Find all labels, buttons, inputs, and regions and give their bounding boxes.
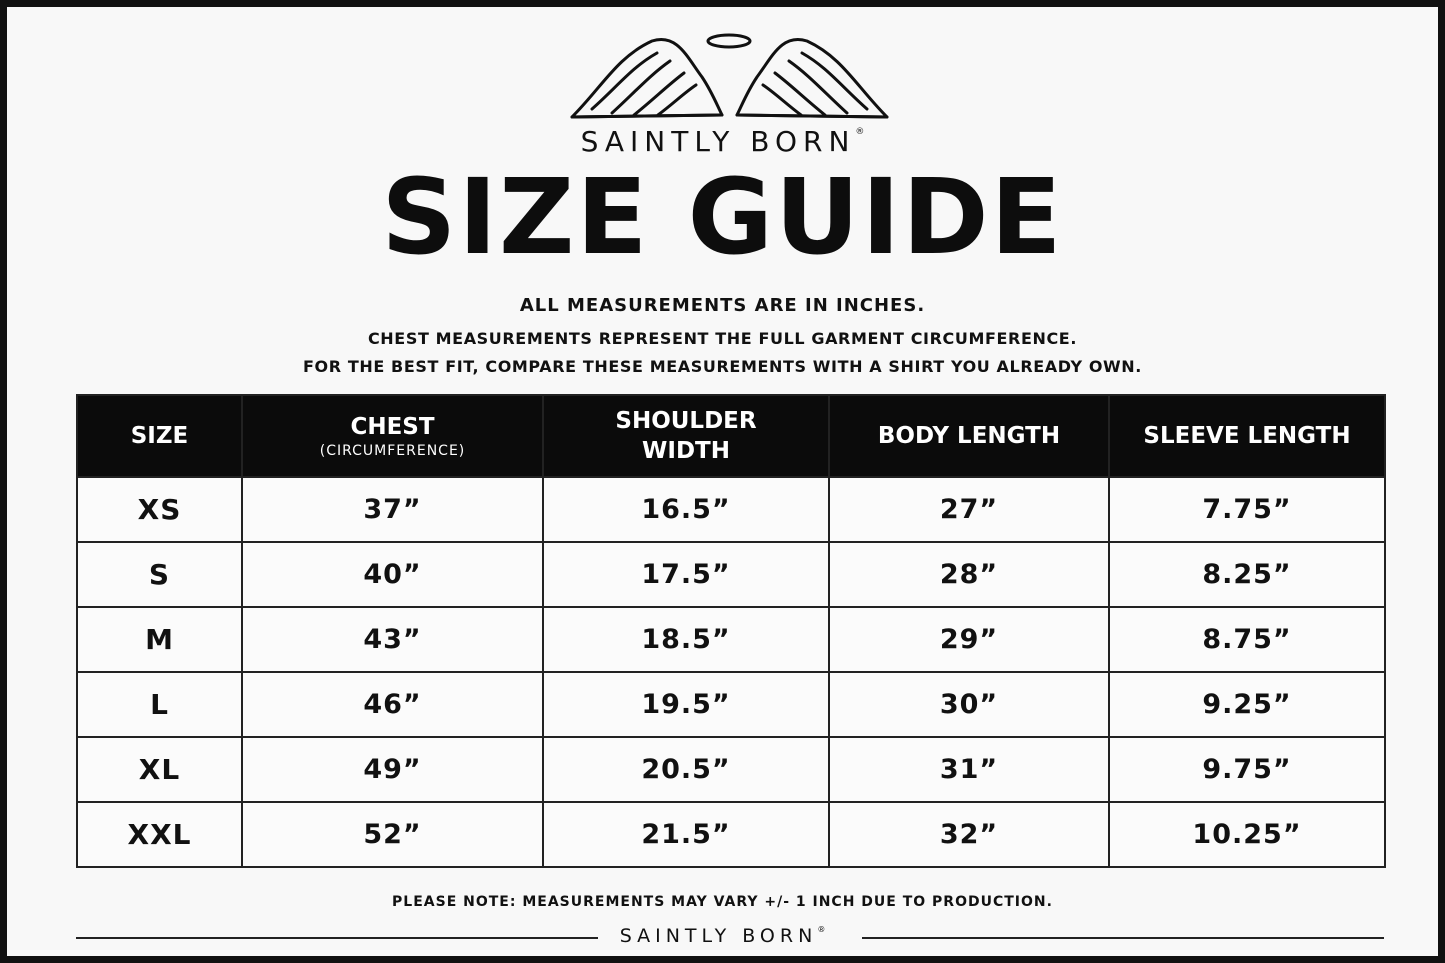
- cell-sleeve: 9.75”: [1109, 737, 1385, 802]
- footer-brand-text: SAINTLY BORN: [619, 925, 818, 947]
- cell-shoulder: 21.5”: [543, 802, 829, 867]
- header-chest: [242, 395, 543, 477]
- header-chest-label: CHEST: [350, 414, 435, 440]
- footer-brand: [7, 925, 1438, 947]
- cell-body: 31”: [829, 737, 1109, 802]
- page-title: SIZE GUIDE: [381, 156, 1064, 278]
- cell-sleeve: 9.25”: [1109, 672, 1385, 737]
- note-chest: CHEST MEASUREMENTS REPRESENT THE FULL GARMENT CIRCUMFERENCE.: [367, 329, 1078, 348]
- cell-chest: 52”: [242, 802, 543, 867]
- cell-sleeve: 10.25”: [1109, 802, 1385, 867]
- cell-size: S: [77, 542, 242, 607]
- cell-chest: 46”: [242, 672, 543, 737]
- header-size: SIZE: [77, 395, 242, 477]
- cell-body: 27”: [829, 477, 1109, 542]
- footer-reg-mark: ®: [817, 925, 826, 934]
- table-row: [77, 802, 1385, 867]
- cell-body: 32”: [829, 802, 1109, 867]
- cell-size: XS: [77, 477, 242, 542]
- header-shoulder-line2: WIDTH: [642, 438, 730, 464]
- header-chest-sub: (CIRCUMFERENCE): [319, 443, 466, 459]
- cell-shoulder: 19.5”: [543, 672, 829, 737]
- cell-chest: 49”: [242, 737, 543, 802]
- cell-size: L: [77, 672, 242, 737]
- cell-sleeve: 8.75”: [1109, 607, 1385, 672]
- brand-name-text: SAINTLY BORN: [580, 125, 856, 158]
- table-header-row: [77, 395, 1385, 477]
- header-shoulder-line1: SHOULDER: [615, 408, 757, 434]
- cell-chest: 40”: [242, 542, 543, 607]
- header-sleeve-length: SLEEVE LENGTH: [1109, 395, 1385, 477]
- cell-shoulder: 16.5”: [543, 477, 829, 542]
- table-row: [77, 737, 1385, 802]
- cell-body: 28”: [829, 542, 1109, 607]
- cell-shoulder: 20.5”: [543, 737, 829, 802]
- size-table: [76, 394, 1386, 868]
- cell-size: XXL: [77, 802, 242, 867]
- table-row: [77, 607, 1385, 672]
- brand-reg-mark: ®: [855, 127, 865, 137]
- cell-size: XL: [77, 737, 242, 802]
- angel-wings-halo-icon: [562, 27, 897, 127]
- production-footnote: PLEASE NOTE: MEASUREMENTS MAY VARY +/- 1 INCH DUE TO PRODUCTION.: [392, 894, 1053, 910]
- cell-chest: 37”: [242, 477, 543, 542]
- brand-name: [7, 125, 1438, 158]
- table-row: [77, 477, 1385, 542]
- cell-body: 29”: [829, 607, 1109, 672]
- cell-body: 30”: [829, 672, 1109, 737]
- table-row: [77, 672, 1385, 737]
- cell-shoulder: 17.5”: [543, 542, 829, 607]
- cell-chest: 43”: [242, 607, 543, 672]
- note-units: ALL MEASUREMENTS ARE IN INCHES.: [519, 295, 926, 316]
- cell-sleeve: 8.25”: [1109, 542, 1385, 607]
- table-row: [77, 542, 1385, 607]
- cell-size: M: [77, 607, 242, 672]
- note-best-fit: FOR THE BEST FIT, COMPARE THESE MEASUREMENTS WITH A SHIRT YOU ALREADY OWN.: [303, 357, 1142, 376]
- cell-sleeve: 7.75”: [1109, 477, 1385, 542]
- header-shoulder-width: [543, 395, 829, 477]
- cell-shoulder: 18.5”: [543, 607, 829, 672]
- header-body-length: BODY LENGTH: [829, 395, 1109, 477]
